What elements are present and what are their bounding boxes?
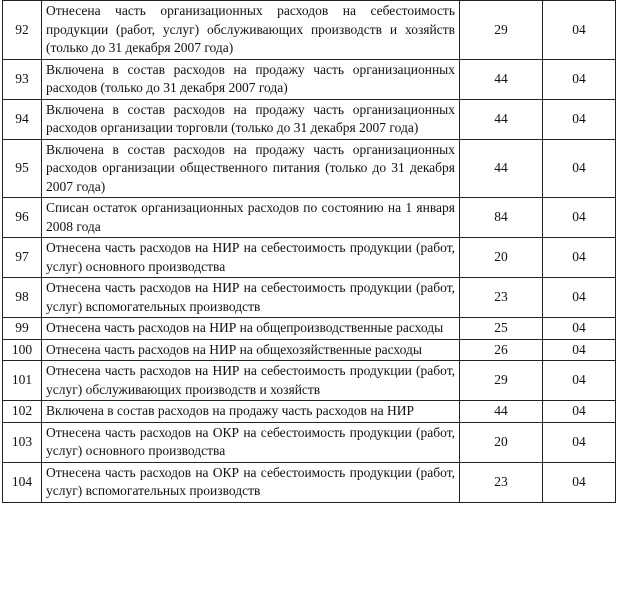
row-number: 104 (3, 462, 42, 502)
operation-description: Отнесена часть организационных расходов на себестоимость продукции (работ, услуг) обслуживающих производств и хозяйств (только до 31 декабря 2007 года) (42, 1, 460, 60)
credit-account: 04 (543, 339, 616, 361)
accounting-entries-table (2, 0, 616, 503)
credit-account: 04 (543, 59, 616, 99)
debit-account: 26 (460, 339, 543, 361)
debit-account: 23 (460, 278, 543, 318)
operation-description: Отнесена часть расходов на ОКР на себестоимость продукции (работ, услуг) основного производства (42, 422, 460, 462)
debit-account: 44 (460, 139, 543, 198)
debit-account: 25 (460, 318, 543, 340)
table-row (3, 318, 616, 340)
operation-description: Отнесена часть расходов на НИР на общехозяйственные расходы (42, 339, 460, 361)
row-number: 98 (3, 278, 42, 318)
table-row (3, 99, 616, 139)
table-row (3, 462, 616, 502)
debit-account: 20 (460, 422, 543, 462)
credit-account: 04 (543, 139, 616, 198)
operation-description: Отнесена часть расходов на НИР на себестоимость продукции (работ, услуг) вспомогательных производств (42, 278, 460, 318)
operation-description: Включена в состав расходов на продажу часть расходов на НИР (42, 401, 460, 423)
table-row (3, 139, 616, 198)
row-number: 100 (3, 339, 42, 361)
row-number: 97 (3, 238, 42, 278)
operation-description: Отнесена часть расходов на ОКР на себестоимость продукции (работ, услуг) вспомогательных производств (42, 462, 460, 502)
table-row (3, 361, 616, 401)
operation-description: Включена в состав расходов на продажу часть организационных расходов организации торговли (только до 31 декабря 2007 года) (42, 99, 460, 139)
table-row (3, 238, 616, 278)
row-number: 96 (3, 198, 42, 238)
row-number: 92 (3, 1, 42, 60)
credit-account: 04 (543, 462, 616, 502)
operation-description: Списан остаток организационных расходов по состоянию на 1 января 2008 года (42, 198, 460, 238)
credit-account: 04 (543, 99, 616, 139)
credit-account: 04 (543, 198, 616, 238)
table-row (3, 278, 616, 318)
debit-account: 29 (460, 361, 543, 401)
table-row (3, 59, 616, 99)
table-row (3, 1, 616, 60)
table-row (3, 422, 616, 462)
debit-account: 44 (460, 99, 543, 139)
table-row (3, 339, 616, 361)
operation-description: Отнесена часть расходов на НИР на себестоимость продукции (работ, услуг) основного производства (42, 238, 460, 278)
operation-description: Включена в состав расходов на продажу часть организационных расходов организации общественного питания (только до 31 декабря 2007 года) (42, 139, 460, 198)
table-row (3, 198, 616, 238)
credit-account: 04 (543, 318, 616, 340)
debit-account: 29 (460, 1, 543, 60)
row-number: 94 (3, 99, 42, 139)
credit-account: 04 (543, 238, 616, 278)
operation-description: Отнесена часть расходов на НИР на себестоимость продукции (работ, услуг) обслуживающих производств и хозяйств (42, 361, 460, 401)
row-number: 95 (3, 139, 42, 198)
table-body (3, 1, 616, 503)
credit-account: 04 (543, 1, 616, 60)
debit-account: 44 (460, 401, 543, 423)
table-row (3, 401, 616, 423)
row-number: 93 (3, 59, 42, 99)
debit-account: 44 (460, 59, 543, 99)
credit-account: 04 (543, 422, 616, 462)
credit-account: 04 (543, 278, 616, 318)
credit-account: 04 (543, 361, 616, 401)
row-number: 101 (3, 361, 42, 401)
operation-description: Отнесена часть расходов на НИР на общепроизводственные расходы (42, 318, 460, 340)
operation-description: Включена в состав расходов на продажу часть организационных расходов (только до 31 декабря 2007 года) (42, 59, 460, 99)
debit-account: 23 (460, 462, 543, 502)
debit-account: 20 (460, 238, 543, 278)
row-number: 103 (3, 422, 42, 462)
row-number: 102 (3, 401, 42, 423)
credit-account: 04 (543, 401, 616, 423)
debit-account: 84 (460, 198, 543, 238)
row-number: 99 (3, 318, 42, 340)
